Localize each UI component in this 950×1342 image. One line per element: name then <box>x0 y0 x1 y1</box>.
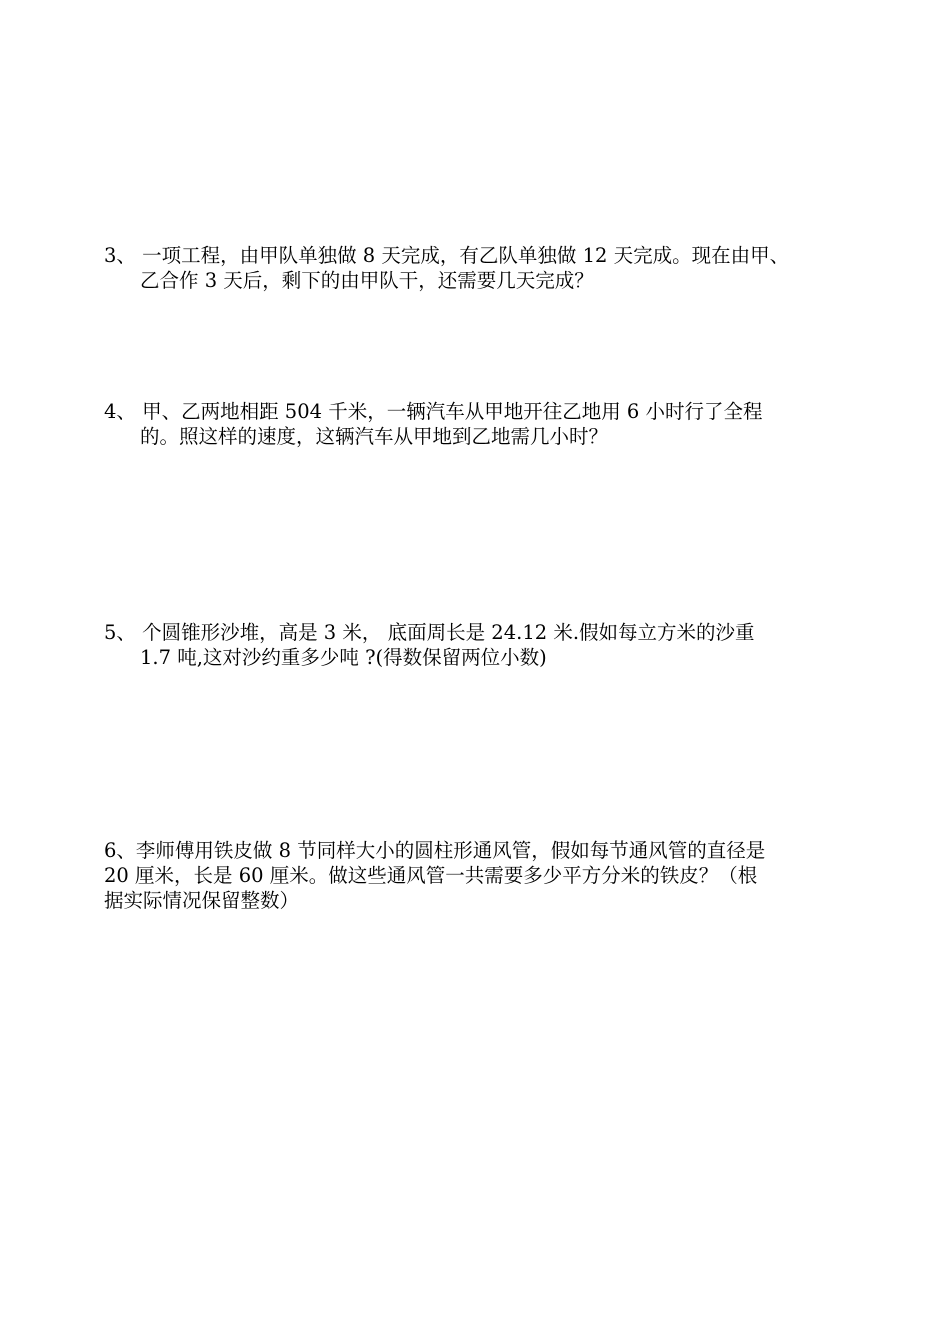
problem-text-line: 乙合作 3 天后，剩下的由甲队干，还需要几天完成？ <box>140 269 594 292</box>
problem-text-line: 20 厘米，长是 60 厘米。做这些通风管一共需要多少平方分米的铁皮？（根 <box>104 864 758 887</box>
problem-4 <box>104 399 864 449</box>
problem-3 <box>104 243 864 293</box>
problem-text-line: 4、 甲、乙两地相距 504 千米，一辆汽车从甲地开往乙地用 6 小时行了全程 <box>104 400 763 423</box>
problem-6 <box>104 838 864 913</box>
problem-text-line: 3、 一项工程，由甲队单独做 8 天完成，有乙队单独做 12 天完成。现在由甲、 <box>104 244 790 267</box>
problem-text-line: 据实际情况保留整数） <box>104 889 300 912</box>
problem-text-line: 5、 个圆锥形沙堆，高是 3 米， 底面周长是 24.12 米.假如每立方米的沙重 <box>104 621 755 644</box>
problem-text-line: 6、李师傅用铁皮做 8 节同样大小的圆柱形通风管，假如每节通风管的直径是 <box>104 839 766 862</box>
problem-text-line: 1.7 吨,这对沙约重多少吨 ?(得数保留两位小数) <box>140 646 547 669</box>
problem-text-line: 的。照这样的速度，这辆汽车从甲地到乙地需几小时？ <box>140 425 609 448</box>
problem-5 <box>104 620 864 670</box>
